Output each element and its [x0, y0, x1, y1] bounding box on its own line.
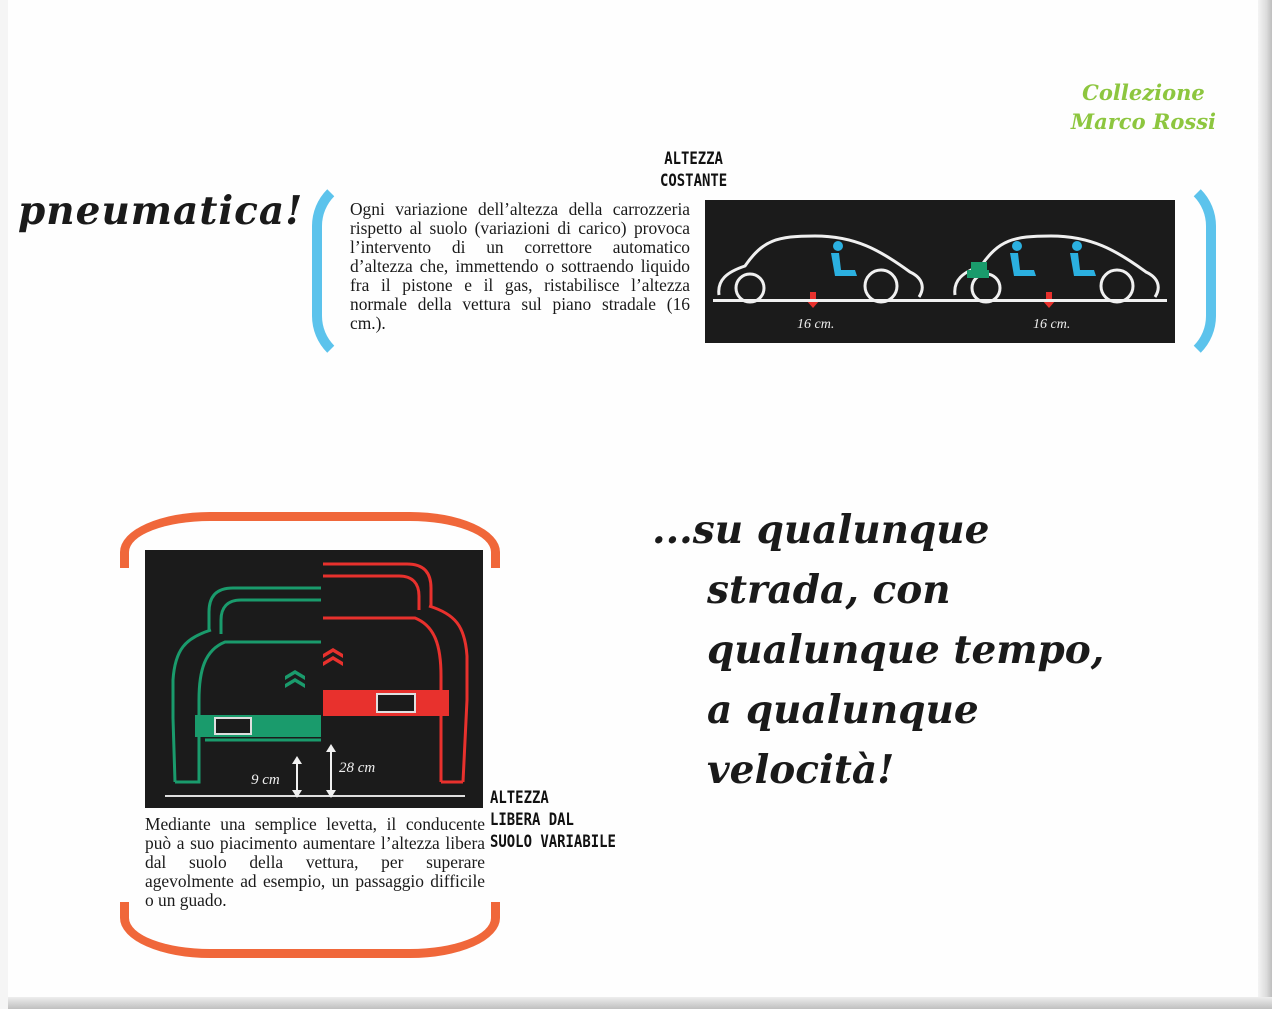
page-shadow-bottom [8, 997, 1272, 1009]
body-text-top: Ogni variazione dell’altezza della carrozzeria rispetto al suolo (variazioni di carico) provoca l’intervento di un correttore automatico d’altezza che, immettendo o sottraendo liquido fra il pistone e il gas, ristabilisce l’altezza normale della vettura sul piano stradale (16 cm.). [350, 199, 690, 333]
page-shadow-right [1258, 0, 1272, 1009]
chevron-logo-icon [285, 670, 305, 688]
section-title: pneumatica! [18, 188, 304, 234]
clearance-arrow-low [292, 756, 302, 798]
height-label-left: 16 cm. [797, 317, 835, 332]
road-line [713, 299, 1167, 302]
car-left-wheel-front [736, 274, 764, 302]
clearance-label-low: 9 cm [251, 772, 280, 788]
collection-watermark [1071, 78, 1216, 136]
heading-line-1: ALTEZZA [664, 149, 723, 169]
slogan-line-2: strada, con [707, 567, 951, 613]
variable-height-illustration [145, 550, 483, 808]
luggage-icon [967, 262, 989, 278]
taillight-left [215, 718, 251, 734]
green-bumper-band [195, 715, 321, 737]
heading-line-2: LIBERA DAL [490, 810, 574, 830]
slogan-line-3: qualunque tempo, [707, 627, 1105, 673]
passenger-icon [1010, 241, 1096, 276]
chevron-logo-icon [323, 648, 343, 666]
clearance-arrow-high [326, 744, 336, 798]
clearance-label-high: 28 cm [339, 760, 376, 776]
slogan-line-4: a qualunque [707, 687, 979, 733]
heading-line-3: SUOLO VARIABILE [490, 832, 616, 852]
car-left-wheel-rear [865, 270, 897, 302]
heading-line-2: COSTANTE [660, 171, 728, 191]
slogan-line-1: ...su qualunque [652, 507, 990, 553]
slogan [652, 500, 1104, 800]
cars-side-view [705, 200, 1175, 343]
heading-altezza-costante [660, 148, 727, 192]
watermark-line-1: Collezione [1082, 80, 1205, 105]
body-text-bottom: Mediante una semplice levetta, il conducente può a suo piacimento aumentare l’altezza libera dal suolo della vettura, per superare agevolmente ad esempio, un passaggio difficile o un guado. [145, 814, 485, 910]
watermark-line-2: Marco Rossi [1070, 109, 1216, 134]
constant-height-illustration [705, 200, 1175, 343]
heading-line-1: ALTEZZA [490, 788, 549, 808]
height-label-right: 16 cm. [1033, 317, 1071, 332]
slogan-line-5: velocità! [707, 747, 895, 793]
page-edge [0, 0, 8, 1009]
car-rear-red-half [323, 564, 467, 782]
taillight-right [377, 694, 415, 712]
heading-altezza-variabile [490, 787, 616, 853]
car-rear-green-half [173, 588, 321, 782]
car-right-wheel-front [972, 274, 1000, 302]
car-rear-view [145, 550, 483, 808]
car-right-wheel-rear [1101, 270, 1133, 302]
orange-frame-bottom [120, 902, 500, 958]
passenger-icon [831, 241, 857, 276]
